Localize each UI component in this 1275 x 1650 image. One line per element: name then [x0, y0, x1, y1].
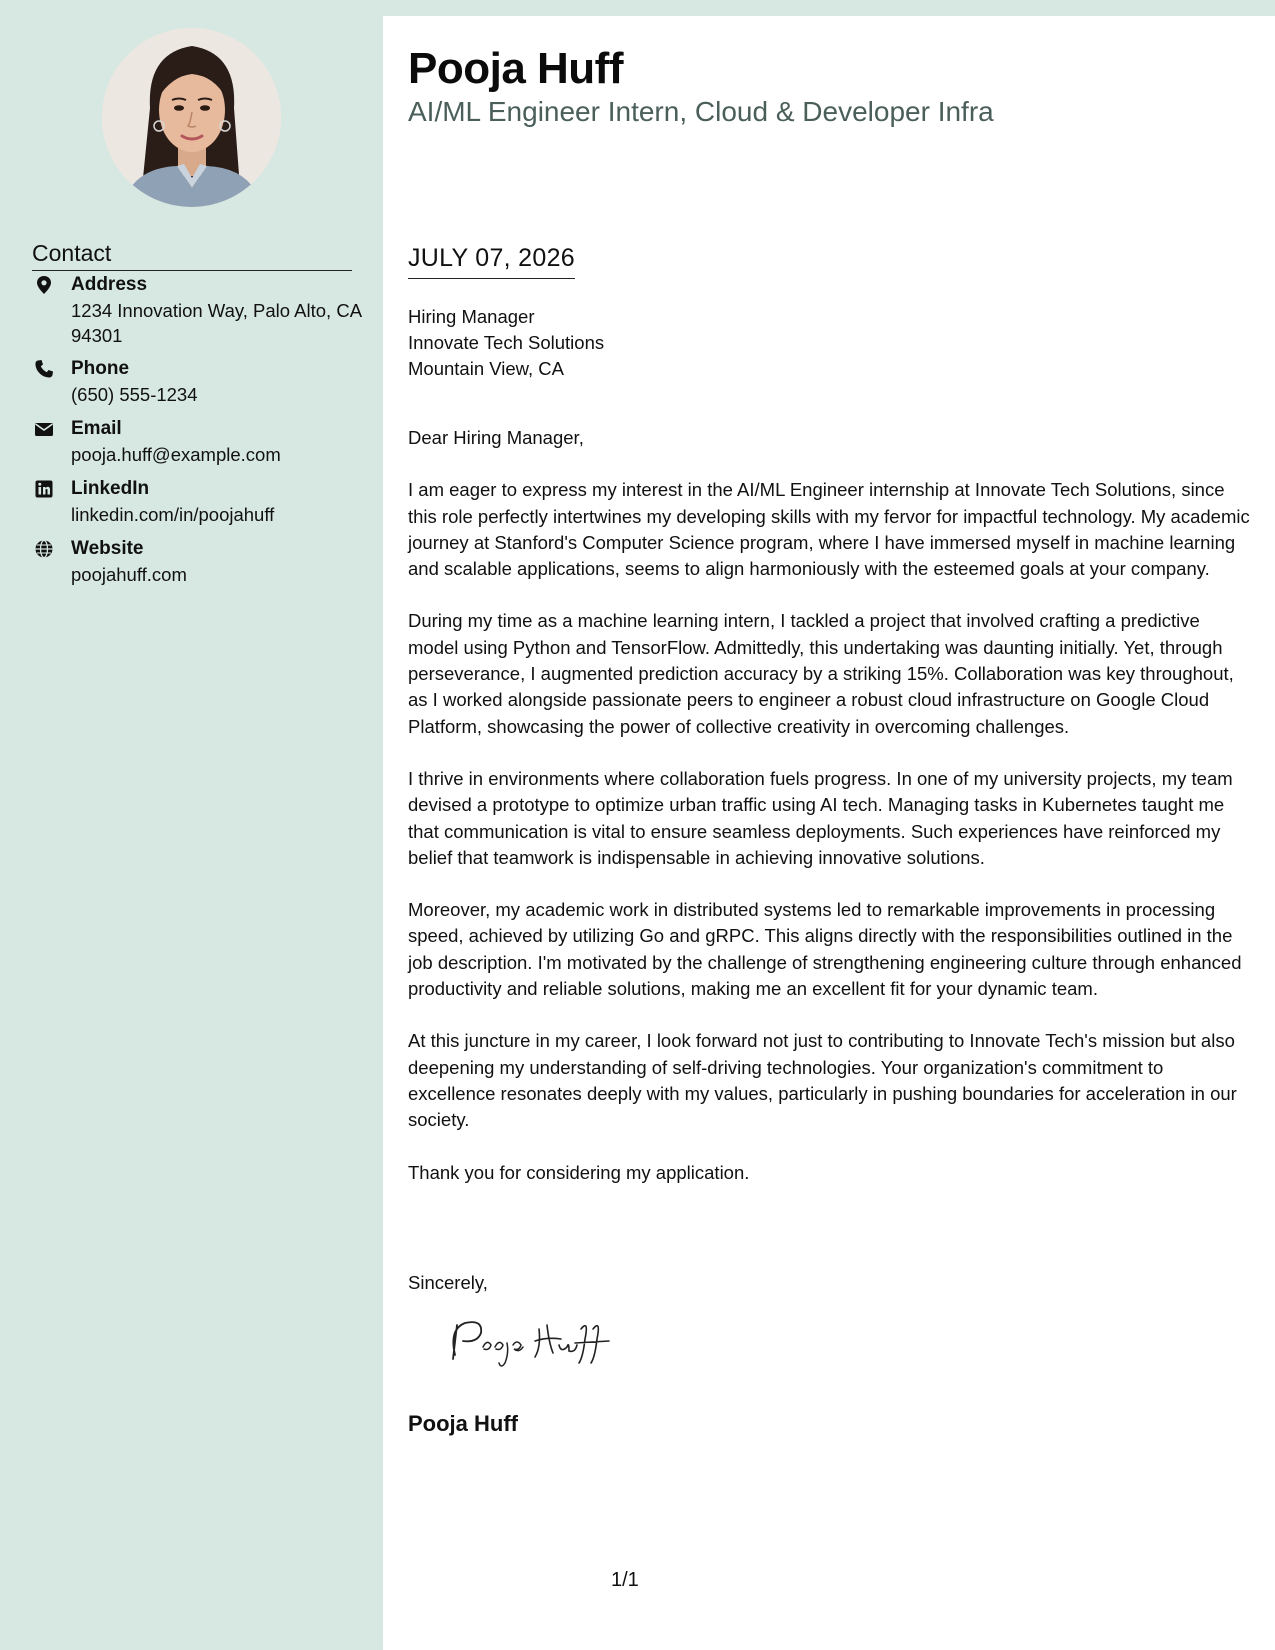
salutation: Dear Hiring Manager, — [408, 427, 584, 448]
handwritten-signature — [443, 1309, 643, 1369]
letter-date: JULY 07, 2026 — [408, 244, 575, 279]
linkedin-value[interactable]: linkedin.com/in/poojahuff — [71, 504, 275, 525]
letter-content — [408, 425, 1250, 1212]
letter-paragraph: I am eager to express my interest in the AI/ML Engineer internship at Innovate Tech Solutions, since this role perfectly intertwines my developing skills with my fervor for impactful technology. My academic journey at Stanford's Computer Science program, where I have immersed myself in machine learning and scalable applications, seems to align harmoniously with the esteemed goals at your company. — [408, 479, 1250, 580]
contact-label: LinkedIn — [71, 478, 150, 499]
applicant-name: Pooja Huff — [408, 44, 623, 93]
website-value[interactable]: poojahuff.com — [71, 564, 187, 585]
signer-name: Pooja Huff — [408, 1411, 518, 1436]
recipient-line: Hiring Manager — [408, 306, 535, 327]
contact-label: Address — [71, 274, 148, 295]
contact-heading: Contact — [32, 240, 352, 271]
page-number: 1/1 — [611, 1569, 639, 1591]
map-pin-icon — [34, 275, 54, 295]
recipient-line: Innovate Tech Solutions — [408, 332, 605, 353]
phone-icon — [34, 359, 54, 379]
letter-paragraph: I thrive in environments where collaboration fuels progress. In one of my university projects, my team devised a prototype to optimize urban traffic using AI tech. Managing tasks in Kubernetes taught me that communication is vital to ensure seamless deployments. Such experiences have reinforced my belief that teamwork is indispensable in achieving innovative solutions. — [408, 767, 1233, 868]
email-value[interactable]: pooja.huff@example.com — [71, 444, 281, 465]
closing: Sincerely, — [408, 1272, 488, 1293]
recipient-line: Mountain View, CA — [408, 358, 564, 379]
contact-label: Website — [71, 538, 144, 559]
contact-label: Phone — [71, 358, 130, 379]
contact-label: Email — [71, 418, 122, 439]
letter-body — [383, 16, 1275, 1650]
globe-icon — [34, 539, 54, 559]
letter-paragraph: At this juncture in my career, I look forward not just to contributing to Innovate Tech's mission but also deepening my understanding of self-driving technologies. Your organization's commitment to excellence resonates deeply with my values, particularly in pushing boundaries for acceleration in our society. — [408, 1030, 1237, 1131]
letter-paragraph: During my time as a machine learning intern, I tackled a project that involved crafting a predictive model using Python and TensorFlow. Admittedly, this undertaking was daunting initially. Yet, through perseverance, I augmented prediction accuracy by a striking 15%. Collaboration was key throughout, as I worked alongside passionate peers to engineer a robust cloud infrastructure on Google Cloud Platform, showcasing the power of collective creativity in overcoming challenges. — [408, 610, 1234, 737]
recipient-block — [408, 304, 604, 382]
applicant-title: AI/ML Engineer Intern, Cloud & Developer Infra — [408, 96, 994, 127]
linkedin-icon — [34, 479, 54, 499]
address-value: 1234 Innovation Way, Palo Alto, CA 94301 — [71, 300, 362, 346]
envelope-icon — [34, 419, 54, 439]
profile-photo — [102, 28, 281, 207]
letter-paragraph: Moreover, my academic work in distributed systems led to remarkable improvements in processing speed, achieved by utilizing Go and gRPC. This aligns directly with the responsibilities outlined in the job description. I'm motivated by the challenge of strengthening engineering culture through enhanced productivity and reliable solutions, making me an excellent fit for your dynamic team. — [408, 899, 1242, 1000]
sidebar — [0, 0, 383, 1650]
letter-paragraph: Thank you for considering my application. — [408, 1161, 750, 1183]
phone-value: (650) 555-1234 — [71, 384, 198, 405]
